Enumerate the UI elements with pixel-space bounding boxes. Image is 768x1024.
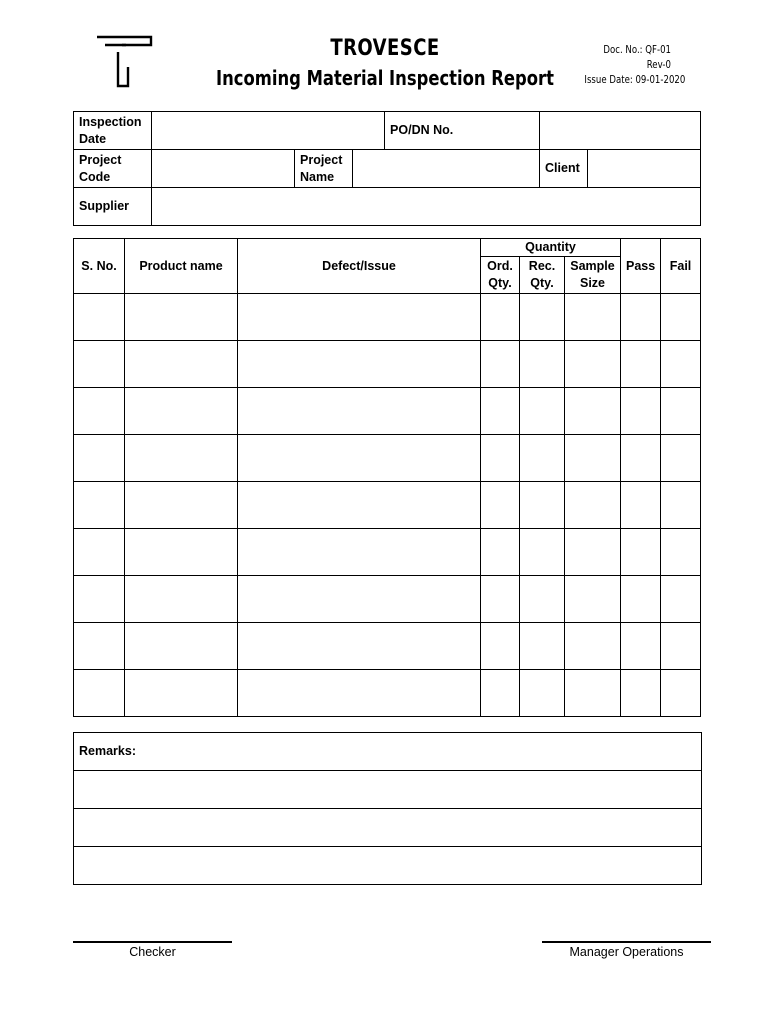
col-header-sample-size: Sample Size	[565, 257, 621, 294]
cell-ord[interactable]	[481, 576, 520, 623]
cell-product[interactable]	[125, 576, 238, 623]
cell-pass[interactable]	[621, 670, 661, 717]
col-header-rec-qty: Rec. Qty.	[520, 257, 565, 294]
project-name-field[interactable]	[353, 150, 540, 188]
cell-product[interactable]	[125, 623, 238, 670]
table-row	[74, 623, 701, 670]
cell-fail[interactable]	[661, 576, 701, 623]
remarks-line[interactable]	[74, 809, 702, 847]
cell-product[interactable]	[125, 341, 238, 388]
po-dn-label: PO/DN No.	[385, 112, 540, 150]
cell-sno[interactable]	[74, 529, 125, 576]
supplier-label: Supplier	[74, 188, 152, 226]
col-header-ord-qty: Ord. Qty.	[481, 257, 520, 294]
cell-rec[interactable]	[520, 341, 565, 388]
cell-defect[interactable]	[238, 388, 481, 435]
cell-sno[interactable]	[74, 435, 125, 482]
doc-number: Doc. No.: QF-01	[603, 43, 671, 56]
cell-pass[interactable]	[621, 529, 661, 576]
cell-pass[interactable]	[621, 294, 661, 341]
col-header-product: Product name	[125, 239, 238, 294]
col-header-quantity: Quantity	[481, 239, 621, 257]
company-name: TROVESCE	[330, 36, 440, 61]
manager-signature-line	[542, 941, 711, 943]
remarks-table	[73, 732, 702, 885]
cell-ord[interactable]	[481, 529, 520, 576]
cell-rec[interactable]	[520, 576, 565, 623]
cell-sample[interactable]	[565, 341, 621, 388]
cell-pass[interactable]	[621, 388, 661, 435]
supplier-field[interactable]	[152, 188, 701, 226]
cell-fail[interactable]	[661, 529, 701, 576]
cell-rec[interactable]	[520, 388, 565, 435]
inspection-info-table	[73, 111, 701, 226]
checker-label: Checker	[129, 945, 176, 959]
cell-product[interactable]	[125, 435, 238, 482]
project-name-label: Project Name	[295, 150, 353, 188]
cell-sno[interactable]	[74, 482, 125, 529]
cell-ord[interactable]	[481, 435, 520, 482]
table-row	[74, 341, 701, 388]
inspection-date-field[interactable]	[152, 112, 385, 150]
project-code-label: Project Code	[74, 150, 152, 188]
project-code-field[interactable]	[152, 150, 295, 188]
remarks-line[interactable]	[74, 847, 702, 885]
cell-pass[interactable]	[621, 435, 661, 482]
table-row	[74, 482, 701, 529]
cell-ord[interactable]	[481, 670, 520, 717]
cell-defect[interactable]	[238, 435, 481, 482]
po-dn-field[interactable]	[540, 112, 701, 150]
item-rows	[74, 294, 701, 717]
cell-pass[interactable]	[621, 576, 661, 623]
remarks-line[interactable]	[74, 771, 702, 809]
cell-fail[interactable]	[661, 341, 701, 388]
cell-sample[interactable]	[565, 435, 621, 482]
cell-ord[interactable]	[481, 388, 520, 435]
cell-sample[interactable]	[565, 623, 621, 670]
cell-sample[interactable]	[565, 388, 621, 435]
manager-operations-label: Manager Operations	[569, 945, 684, 959]
cell-sample[interactable]	[565, 670, 621, 717]
cell-sample[interactable]	[565, 576, 621, 623]
col-header-defect: Defect/Issue	[238, 239, 481, 294]
cell-rec[interactable]	[520, 529, 565, 576]
revision: Rev-0	[646, 58, 671, 71]
table-row	[74, 294, 701, 341]
cell-fail[interactable]	[661, 388, 701, 435]
cell-sno[interactable]	[74, 341, 125, 388]
cell-fail[interactable]	[661, 435, 701, 482]
cell-pass[interactable]	[621, 482, 661, 529]
cell-defect[interactable]	[238, 294, 481, 341]
cell-defect[interactable]	[238, 341, 481, 388]
cell-sno[interactable]	[74, 623, 125, 670]
cell-ord[interactable]	[481, 482, 520, 529]
cell-ord[interactable]	[481, 341, 520, 388]
col-header-fail: Fail	[661, 239, 701, 294]
client-field[interactable]	[588, 150, 701, 188]
table-row	[74, 435, 701, 482]
cell-sno[interactable]	[74, 388, 125, 435]
inspection-date-label: Inspection Date	[74, 112, 152, 150]
col-header-pass: Pass	[621, 239, 661, 294]
client-label: Client	[540, 150, 588, 188]
cell-defect[interactable]	[238, 482, 481, 529]
cell-sno[interactable]	[74, 576, 125, 623]
cell-product[interactable]	[125, 294, 238, 341]
cell-pass[interactable]	[621, 623, 661, 670]
cell-sno[interactable]	[74, 670, 125, 717]
document-meta	[584, 42, 686, 87]
cell-ord[interactable]	[481, 623, 520, 670]
cell-pass[interactable]	[621, 341, 661, 388]
company-logo-icon	[96, 34, 156, 94]
col-header-sno: S. No.	[74, 239, 125, 294]
cell-sample[interactable]	[565, 482, 621, 529]
cell-fail[interactable]	[661, 623, 701, 670]
cell-fail[interactable]	[661, 670, 701, 717]
cell-sno[interactable]	[74, 294, 125, 341]
cell-rec[interactable]	[520, 294, 565, 341]
table-row	[74, 576, 701, 623]
cell-defect[interactable]	[238, 529, 481, 576]
cell-rec[interactable]	[520, 482, 565, 529]
cell-defect[interactable]	[238, 623, 481, 670]
table-row	[74, 529, 701, 576]
cell-sample[interactable]	[565, 294, 621, 341]
cell-defect[interactable]	[238, 576, 481, 623]
cell-rec[interactable]	[520, 623, 565, 670]
cell-fail[interactable]	[661, 294, 701, 341]
cell-ord[interactable]	[481, 294, 520, 341]
items-table	[73, 238, 701, 717]
remarks-label: Remarks:	[74, 733, 702, 771]
cell-product[interactable]	[125, 388, 238, 435]
cell-defect[interactable]	[238, 670, 481, 717]
cell-product[interactable]	[125, 482, 238, 529]
cell-product[interactable]	[125, 670, 238, 717]
table-row	[74, 670, 701, 717]
report-title: Incoming Material Inspection Report	[216, 66, 554, 90]
issue-date: Issue Date: 09-01-2020	[584, 73, 686, 86]
cell-rec[interactable]	[520, 435, 565, 482]
checker-signature-line	[73, 941, 232, 943]
table-row	[74, 388, 701, 435]
cell-sample[interactable]	[565, 529, 621, 576]
cell-rec[interactable]	[520, 670, 565, 717]
cell-product[interactable]	[125, 529, 238, 576]
cell-fail[interactable]	[661, 482, 701, 529]
